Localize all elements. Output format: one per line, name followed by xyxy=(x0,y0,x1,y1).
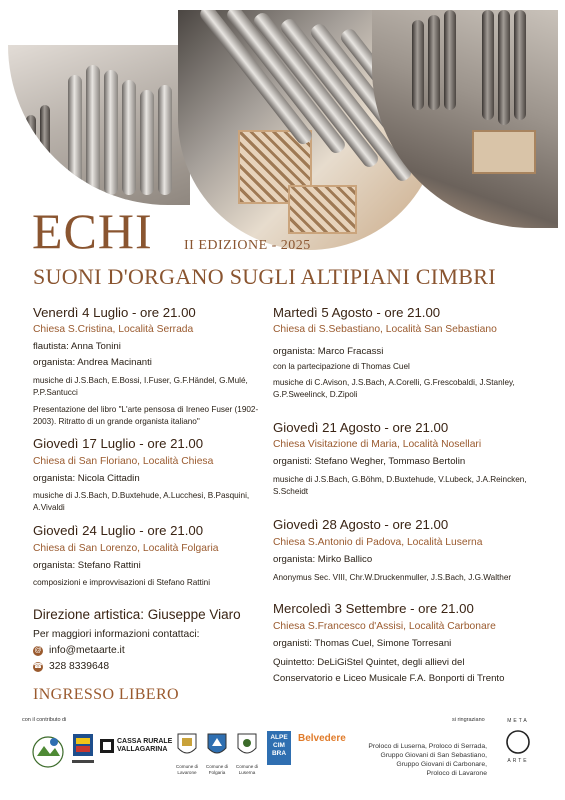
belvedere-name: Belvedere xyxy=(298,733,346,744)
alpe-cimbra-logo xyxy=(267,731,291,765)
event-quintet: Quintetto: DeLiGiStel Quintet, degli allievi del xyxy=(273,657,465,668)
thanks-line: Proloco di Lavarone xyxy=(426,770,487,777)
event-date: Martedì 5 Agosto - ore 21.00 xyxy=(273,305,441,320)
event-place: Chiesa S.Francesco d'Assisi, Località Carbonare xyxy=(273,621,496,632)
alpe-cimbra-line3: BRA xyxy=(271,750,287,757)
event-date: Venerdì 4 Luglio - ore 21.00 xyxy=(33,305,196,320)
contact-email[interactable]: info@metaarte.it xyxy=(49,645,125,656)
folgaria-crest-icon xyxy=(206,732,228,760)
thanks-list xyxy=(317,742,487,778)
event-performer: organista: Marco Fracassi xyxy=(273,346,384,357)
cassa-rurale-logo xyxy=(100,736,173,760)
thanks-line: Gruppo Giovani di San Sebastiano, xyxy=(380,752,487,759)
meta-arte-circle-icon xyxy=(505,729,531,755)
event-music: musiche di J.S.Bach, D.Buxtehude, A.Lucchesi, B.Pasquini, A.Vivaldi xyxy=(33,491,250,512)
event-date: Giovedì 17 Luglio - ore 21.00 xyxy=(33,436,204,451)
contribution-label: con il contributo di xyxy=(22,717,67,723)
event-date: Giovedì 24 Luglio - ore 21.00 xyxy=(33,523,204,538)
event-music: musiche di C.Avison, J.S.Bach, A.Corelli, G.Frescobaldi, J.Stanley, G.P.Sweelinck, D.Zipoli xyxy=(273,378,515,399)
municipality-luserna: Comune di Luserna xyxy=(235,764,259,775)
contributor-logo-2 xyxy=(70,730,96,770)
event-performer: organisti: Stefano Wegher, Tommaso Bertolin xyxy=(273,456,466,467)
event-date: Mercoledì 3 Settembre - ore 21.00 xyxy=(273,601,474,616)
artistic-director: Direzione artistica: Giuseppe Viaro xyxy=(33,607,241,622)
event-place: Chiesa di San Lorenzo, Località Folgaria xyxy=(33,543,219,554)
event-note: Presentazione del libro "L'arte pensosa di Ireneo Fuser (1902-2003). Ritratto di un grande organista italiano" xyxy=(33,405,259,426)
alpe-cimbra-line2: CIM xyxy=(273,742,285,749)
event-place: Chiesa di S.Sebastiano, Località San Sebastiano xyxy=(273,324,497,335)
municipality-folgaria: Comune di Folgaria xyxy=(205,764,229,775)
email-icon: @ xyxy=(34,646,42,654)
event-quintet: Conservatorio e Liceo Musicale F.A. Bonporti di Trento xyxy=(273,673,505,684)
event-performer: flautista: Anna Tonini xyxy=(33,341,121,352)
lavarone-crest-icon xyxy=(176,732,198,760)
contributor-logo-1 xyxy=(28,730,68,770)
contact-phone-row[interactable] xyxy=(33,661,109,672)
festival-subtitle: SUONI D'ORGANO SUGLI ALTIPIANI CIMBRI xyxy=(33,264,496,289)
event-performer: organista: Nicola Cittadin xyxy=(33,473,140,484)
meta-label: META xyxy=(507,718,529,724)
meta-arte-logo xyxy=(503,718,533,784)
event-music: Anonymus Sec. VIII, Chr.W.Druckenmuller, J.S.Bach, J.G.Walther xyxy=(273,573,512,582)
contact-phone[interactable]: 328 8339648 xyxy=(49,661,110,672)
organ-photo-left xyxy=(8,45,190,205)
thanks-label: si ringraziano xyxy=(452,717,485,723)
contact-lead: Per maggiori informazioni contattaci: xyxy=(33,629,200,640)
event-music: composizioni e improvvisazioni di Stefano Rattini xyxy=(33,578,211,587)
alpe-cimbra-line1: ALPE xyxy=(270,734,288,741)
municipality-lavarone: Comune di Lavarone xyxy=(175,764,199,775)
thanks-line: Proloco di Luserna, Proloco di Serrada, xyxy=(368,743,487,750)
edition-label: II EDIZIONE - 2025 xyxy=(184,238,311,253)
event-music: musiche di J.S.Bach, G.Böhm, D.Buxtehude, V.Lubeck, J.A.Reincken, S.Scheidt xyxy=(273,475,527,496)
event-performer: organista: Andrea Macinanti xyxy=(33,357,152,368)
phone-icon: ☎ xyxy=(33,662,43,670)
cassa-rurale-line2: VALLAGARINA xyxy=(117,746,168,753)
event-place: Chiesa Visitazione di Maria, Località Nosellari xyxy=(273,439,482,450)
event-place: Chiesa S.Antonio di Padova, Località Luserna xyxy=(273,537,483,548)
event-date: Giovedì 21 Agosto - ore 21.00 xyxy=(273,420,449,435)
cassa-rurale-line1: CASSA RURALE xyxy=(117,738,173,745)
arte-label: ARTE xyxy=(507,758,529,764)
free-entry-label: INGRESSO LIBERO xyxy=(33,686,180,703)
event-performer: organista: Mirko Ballico xyxy=(273,554,373,565)
thanks-line: Gruppo Giovani di Carbonare, xyxy=(396,761,487,768)
festival-title: ECHI xyxy=(32,203,153,259)
event-guest: con la partecipazione di Thomas Cuel xyxy=(273,362,410,371)
event-place: Chiesa S.Cristina, Località Serrada xyxy=(33,324,194,335)
event-performer: organisti: Thomas Cuel, Simone Torresani xyxy=(273,638,452,649)
event-music: musiche di J.S.Bach, E.Bossi, I.Fuser, G.F.Händel, G.Mulé, P.P.Santucci xyxy=(33,376,248,397)
event-performer: organista: Stefano Rattini xyxy=(33,560,141,571)
event-place: Chiesa di San Floriano, Località Chiesa xyxy=(33,456,214,467)
luserna-crest-icon xyxy=(236,732,258,760)
event-date: Giovedì 28 Agosto - ore 21.00 xyxy=(273,517,449,532)
contact-email-row[interactable] xyxy=(33,645,125,656)
